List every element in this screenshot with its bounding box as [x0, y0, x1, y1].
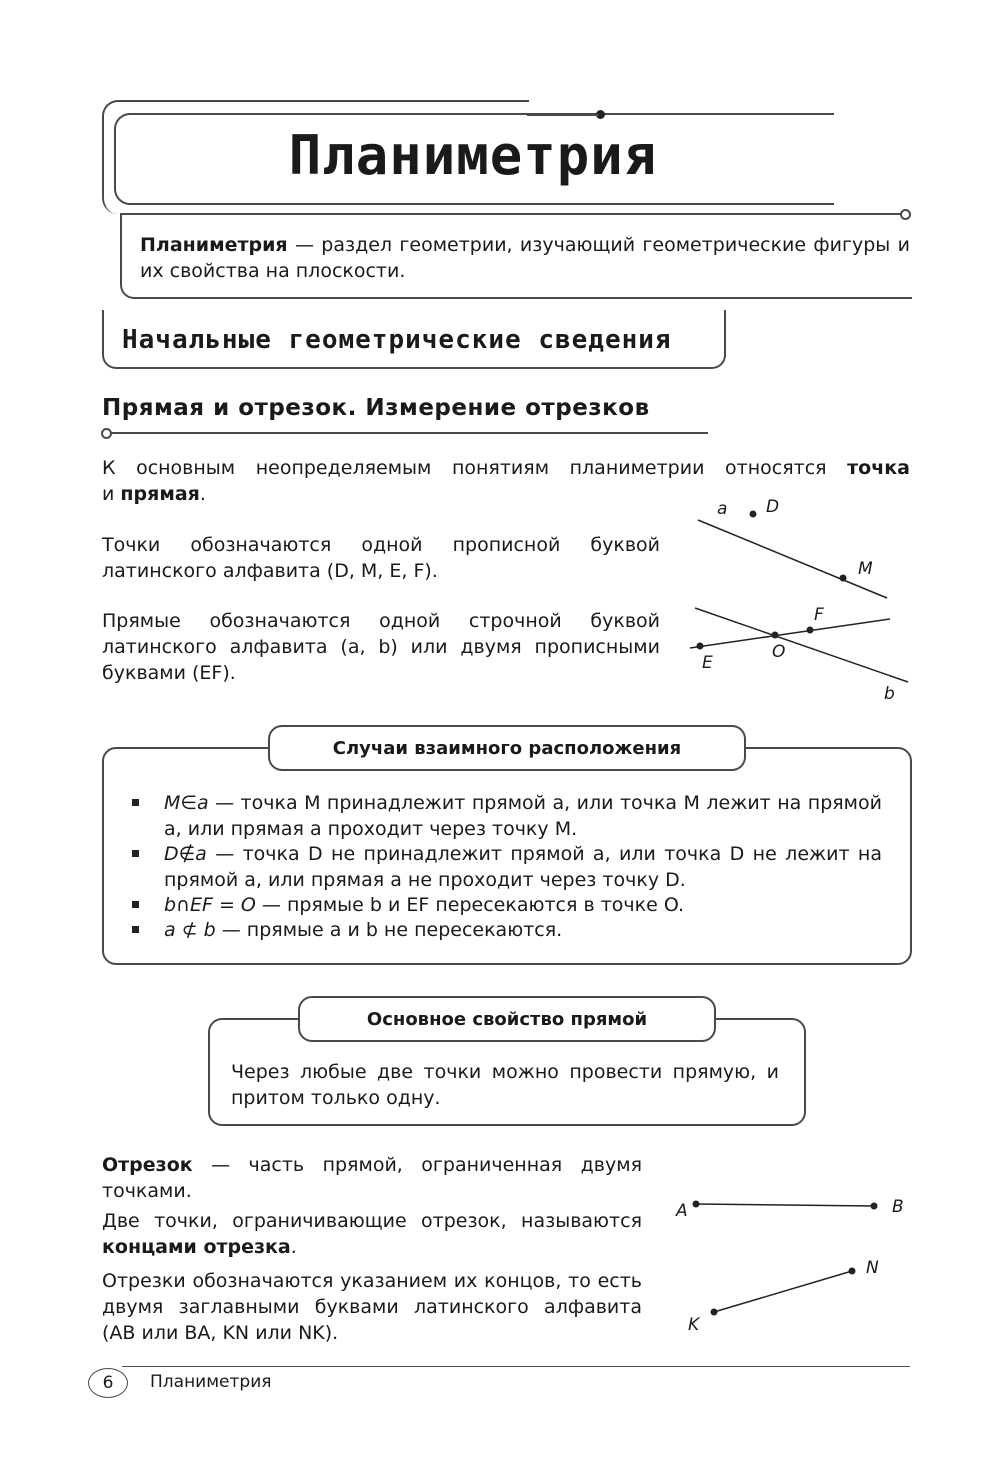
label-e: E	[702, 653, 713, 673]
definition-top-line	[120, 213, 902, 215]
case-description: — точка D не принадлежит прямой a, или точка D не лежит на прямой a, или прямая a не проходит через точку D.	[164, 843, 882, 891]
term-point: точка	[847, 457, 910, 479]
intro-end: .	[199, 483, 206, 505]
intro-line1	[102, 455, 910, 481]
case-item	[132, 791, 882, 842]
section-heading: Начальные геометрические сведения	[122, 325, 672, 355]
label-a: a	[717, 499, 728, 519]
property-heading: Основное свойство прямой	[298, 996, 716, 1042]
term-line: прямая	[120, 483, 200, 505]
case-formula: D∉a	[164, 843, 207, 865]
line-b	[695, 608, 908, 682]
point-o	[772, 632, 779, 639]
page-number: 6	[88, 1368, 128, 1398]
point-n	[849, 1268, 856, 1275]
label-b: b	[884, 684, 895, 704]
label-n: N	[866, 1258, 879, 1278]
running-title: Планиметрия	[150, 1372, 272, 1392]
points-paragraph: Точки обозначаются одной прописной буквой латинского алфавита (D, M, E, F).	[102, 534, 660, 582]
point-d	[750, 511, 757, 518]
bullet-square	[132, 901, 139, 908]
case-formula: b∩EF = O	[164, 894, 256, 916]
label-o: O	[772, 642, 786, 662]
line-point-diagram	[680, 490, 910, 710]
point-f	[807, 627, 814, 634]
case-text	[164, 791, 882, 842]
segment-kn	[714, 1271, 852, 1312]
title-line-right	[527, 114, 599, 116]
label-b-upper: B	[892, 1197, 904, 1217]
segment-diagram	[660, 1180, 910, 1340]
case-description: — прямые b и EF пересекаются в точке O.	[255, 894, 685, 916]
segment-def-text: — часть прямой, ограниченная двумя точками.	[102, 1154, 642, 1202]
definition-term: Планиметрия	[140, 234, 288, 256]
case-formula: a ⊄ b	[164, 919, 216, 941]
point-m	[840, 575, 847, 582]
label-k: K	[688, 1315, 700, 1335]
case-text	[164, 918, 882, 944]
case-text	[164, 893, 882, 919]
label-m: M	[858, 559, 873, 579]
label-a-upper: A	[676, 1201, 688, 1221]
label-d: D	[766, 497, 780, 517]
cases-heading: Случаи взаимного расположения	[268, 725, 746, 771]
case-item	[132, 893, 882, 919]
definition-text	[140, 232, 910, 284]
segment-ends-text: Две точки, ограничивающие отрезок, называются	[102, 1210, 642, 1232]
intro-and: и	[102, 483, 115, 505]
label-f: F	[814, 605, 824, 625]
case-text	[164, 842, 882, 893]
segment-notation: Отрезки обозначаются указанием их концов, то есть двумя заглавными буквами латинского алфавита (AB или BA, KN или NK).	[102, 1270, 642, 1344]
bullet-square	[132, 926, 139, 933]
bullet-square	[132, 799, 139, 806]
segment-ends	[102, 1208, 642, 1260]
line-ef	[690, 619, 890, 648]
segment-ends-suffix: .	[290, 1236, 297, 1258]
point-a	[693, 1201, 700, 1208]
page-title: Планиметрия	[288, 124, 658, 187]
intro-prefix: К основным неопределяемым понятиям планиметрии относятся	[102, 457, 827, 479]
footer-rule	[122, 1366, 910, 1367]
case-formula: M∈a	[164, 792, 209, 814]
case-item	[132, 842, 882, 893]
subsection-heading: Прямая и отрезок. Измерение отрезков	[102, 395, 650, 421]
term-segment-ends: концами отрезка	[102, 1236, 291, 1258]
property-text: Через любые две точки можно провести прямую, и притом только одну.	[231, 1061, 779, 1109]
term-segment: Отрезок	[102, 1154, 193, 1176]
case-description: — точка M принадлежит прямой a, или точка M лежит на прямой a, или прямая a проходит через точку M.	[164, 792, 882, 840]
bullet-square	[132, 850, 139, 857]
segment-definition	[102, 1152, 642, 1204]
point-e	[697, 643, 704, 650]
definition-ring	[900, 209, 911, 220]
case-item	[132, 918, 882, 944]
definition-body: — раздел геометрии, изучающий геометрические фигуры и их свойства на плоскости.	[140, 234, 910, 282]
case-description: — прямые a и b не пересекаются.	[215, 919, 563, 941]
point-b	[871, 1203, 878, 1210]
segment-ab	[696, 1204, 874, 1206]
subsection-underline	[111, 432, 708, 434]
point-k	[711, 1309, 718, 1316]
lines-paragraph: Прямые обозначаются одной строчной буквой латинского алфавита (a, b) или двумя прописными буквами (EF).	[102, 610, 660, 684]
